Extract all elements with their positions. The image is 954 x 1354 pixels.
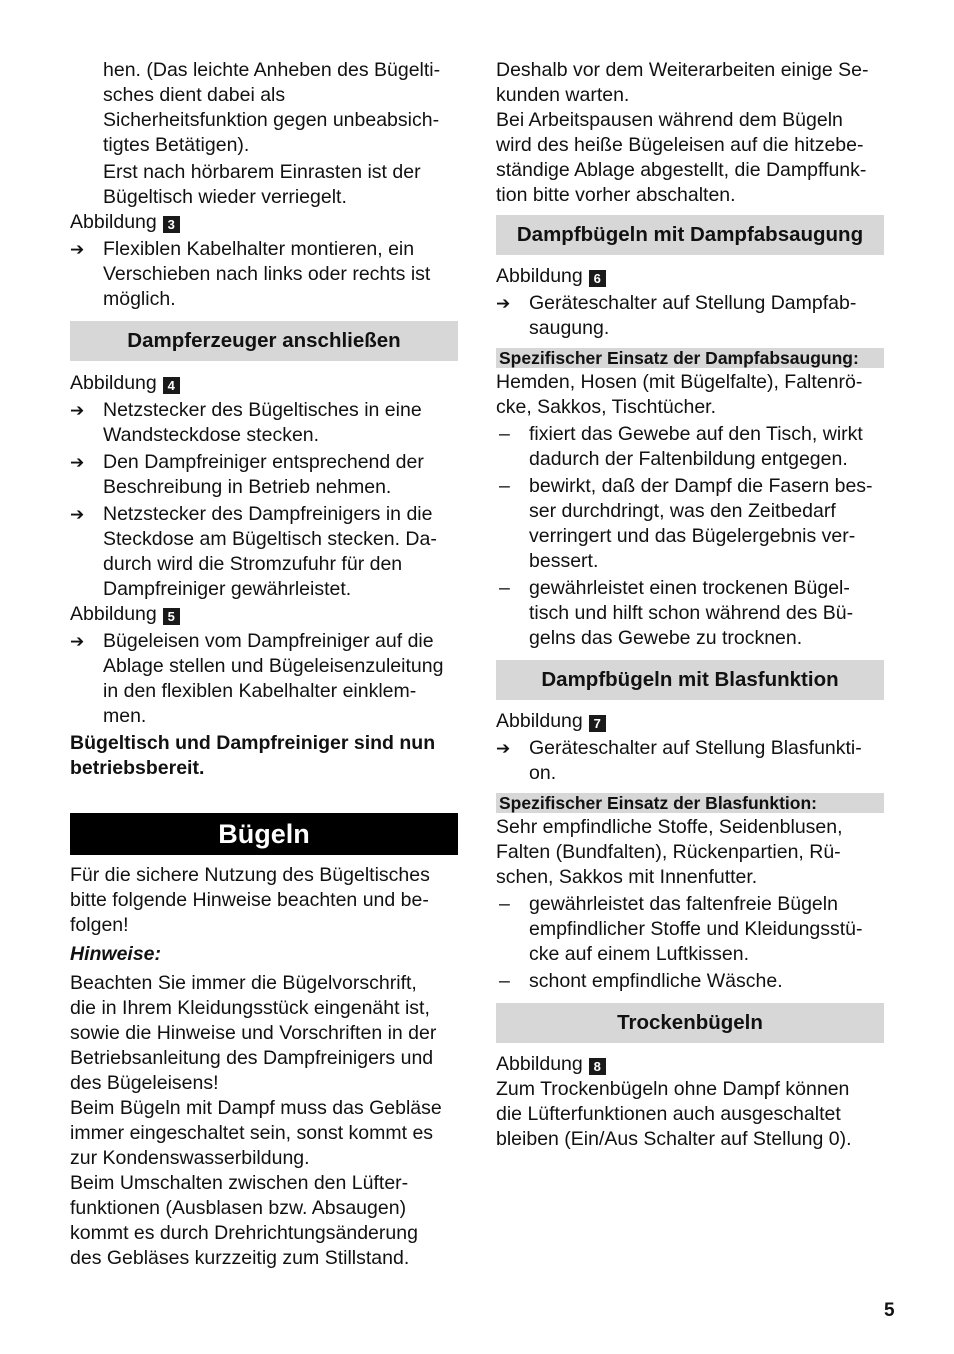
arrow-right-icon: ➔ [496, 739, 511, 758]
text-line: möglich. [103, 288, 176, 310]
text-line: kunden warten. [496, 84, 630, 106]
text-line: bleiben (Ein/Aus Schalter auf Stellung 0). [496, 1128, 852, 1150]
instruction-item [70, 502, 458, 602]
figure-reference: Abbildung 8 [496, 1052, 884, 1077]
figure-reference: Abbildung 3 [70, 210, 458, 235]
text-line: sowie die Hinweise und Vorschriften in der [70, 1022, 437, 1044]
section-heading: Dampfbügeln mit Blasfunktion [496, 660, 884, 700]
text-line: Geräteschalter auf Stellung Blasfunkti- [529, 737, 862, 759]
page-number: 5 [884, 1300, 895, 1321]
text-line: fixiert das Gewebe auf den Tisch, wirkt [529, 423, 863, 445]
dash-bullet: – [499, 423, 510, 445]
text-line: tisch und hilft schon während des Bü- [529, 602, 854, 624]
text-line: durch wird die Stromzufuhr für den [103, 553, 403, 575]
text-line: in den flexiblen Kabelhalter einklem- [103, 680, 417, 702]
figure-number-badge: 7 [589, 715, 606, 732]
section-heading: Trockenbügeln [496, 1003, 884, 1043]
text-line: Bei Arbeitspausen während dem Bügeln [496, 109, 843, 131]
text-line: zur Kondenswasserbildung. [70, 1147, 310, 1169]
text-line: des Gebläses kurzzeitig zum Stillstand. [70, 1247, 410, 1269]
text-line: ständige Ablage abgestellt, die Dampffunk- [496, 159, 867, 181]
dash-list-item [496, 474, 884, 574]
text-line: wird des heiße Bügeleisen auf die hitzebe- [496, 134, 864, 156]
figure-number-badge: 3 [163, 216, 180, 233]
figure-reference: Abbildung 5 [70, 602, 458, 627]
text-line: immer eingeschaltet sein, sonst kommt es [70, 1122, 434, 1144]
text-line: Zum Trockenbügeln ohne Dampf können [496, 1078, 850, 1100]
dash-list-item [496, 576, 884, 651]
text-line: Erst nach hörbarem Einrasten ist der [103, 161, 421, 183]
text-line: cke, Sakkos, Tischtücher. [496, 396, 717, 418]
text-line: gewährleistet einen trockenen Bügel- [529, 577, 850, 599]
instruction-item [496, 736, 884, 786]
usage-paragraph [496, 370, 884, 420]
dry-ironing-paragraph [496, 1077, 884, 1152]
text-line: Sicherheitsfunktion gegen unbeabsich- [103, 109, 440, 131]
text-line: Wandsteckdose stecken. [103, 424, 320, 446]
section-heading: Dampferzeuger anschließen [70, 321, 458, 361]
arrow-right-icon: ➔ [70, 505, 85, 524]
text-line: tion bitte vorher abschalten. [496, 184, 736, 206]
text-line: Steckdose am Bügeltisch stecken. Da- [103, 528, 437, 550]
text-line: Netzstecker des Dampfreinigers in die [103, 503, 433, 525]
text-line: Für die sichere Nutzung des Bügeltisches [70, 864, 430, 886]
text-line: dadurch der Faltenbildung entgegen. [529, 448, 848, 470]
instruction-item [70, 450, 458, 500]
arrow-right-icon: ➔ [70, 453, 85, 472]
section-heading: Dampfbügeln mit Dampfabsaugung [496, 215, 884, 255]
continued-text [496, 58, 884, 208]
text-line: des Bügeleisens! [70, 1072, 219, 1094]
text-line: Ablage stellen und Bügeleisenzuleitung [103, 655, 444, 677]
dash-list-item [496, 969, 884, 994]
text-line: empfindlicher Stoffe und Kleidungsstü- [529, 918, 863, 940]
ready-note [70, 731, 458, 781]
text-line: Bügeltisch und Dampfreiniger sind nun [70, 732, 436, 754]
text-line: saugung. [529, 317, 610, 339]
text-line: hen. (Das leichte Anheben des Bügelti- [103, 59, 441, 81]
dash-bullet: – [499, 475, 510, 497]
text-line: ser durchdringt, was den Zeitbedarf [529, 500, 836, 522]
arrow-right-icon: ➔ [496, 294, 511, 313]
text-line: Verschieben nach links oder rechts ist [103, 263, 431, 285]
continued-text [70, 58, 458, 210]
text-line: bessert. [529, 550, 599, 572]
text-line: Beschreibung in Betrieb nehmen. [103, 476, 392, 498]
instruction-item [496, 291, 884, 341]
text-line: Falten (Bundfalten), Rückenpartien, Rü- [496, 841, 841, 863]
text-line: Bügeltisch wieder verriegelt. [103, 186, 347, 208]
subsection-heading: Spezifischer Einsatz der Dampfabsaugung: [496, 348, 884, 368]
arrow-right-icon: ➔ [70, 632, 85, 651]
figure-number-badge: 5 [163, 608, 180, 625]
arrow-right-icon: ➔ [70, 401, 85, 420]
figure-reference: Abbildung 6 [496, 264, 884, 289]
text-line: Hemden, Hosen (mit Bügelfalte), Faltenrö- [496, 371, 863, 393]
text-line: Beim Umschalten zwischen den Lüfter- [70, 1172, 409, 1194]
text-line: Netzstecker des Bügeltisches in eine [103, 399, 422, 421]
text-line: tigtes Betätigen). [103, 134, 250, 156]
text-line: Geräteschalter auf Stellung Dampfab- [529, 292, 857, 314]
text-line: Flexiblen Kabelhalter montieren, ein [103, 238, 415, 260]
text-line: Betriebsanleitung des Dampfreinigers und [70, 1047, 434, 1069]
intro-paragraph [70, 863, 458, 938]
figure-number-badge: 8 [589, 1058, 606, 1075]
dash-bullet: – [499, 970, 510, 992]
chapter-title: Bügeln [70, 813, 458, 855]
arrow-right-icon: ➔ [70, 240, 85, 259]
figure-reference: Abbildung 7 [496, 709, 884, 734]
text-line: verringert und das Bügelergebnis ver- [529, 525, 856, 547]
instruction-item [70, 237, 458, 312]
text-line: sches dient dabei als [103, 84, 286, 106]
dash-list-item [496, 422, 884, 472]
right-column [496, 58, 884, 1152]
dash-bullet: – [499, 893, 510, 915]
text-line: Beachten Sie immer die Bügelvorschrift, [70, 972, 417, 994]
figure-number-badge: 6 [589, 270, 606, 287]
dash-bullet: – [499, 577, 510, 599]
text-line: betriebsbereit. [70, 757, 205, 779]
text-line: on. [529, 762, 557, 784]
usage-paragraph [496, 815, 884, 890]
text-line: schont empfindliche Wäsche. [529, 970, 783, 992]
notes-paragraph [70, 971, 458, 1271]
text-line: bitte folgende Hinweise beachten und be- [70, 889, 429, 911]
text-line: schen, Sakkos mit Innenfutter. [496, 866, 758, 888]
subsection-heading: Spezifischer Einsatz der Blasfunktion: [496, 793, 884, 813]
text-line: gewährleistet das faltenfreie Bügeln [529, 893, 838, 915]
text-line: Bügeleisen vom Dampfreiniger auf die [103, 630, 434, 652]
text-line: die in Ihrem Kleidungsstück eingenäht ist, [70, 997, 430, 1019]
instruction-item [70, 398, 458, 448]
text-line: cke auf einem Luftkissen. [529, 943, 750, 965]
text-line: bewirkt, daß der Dampf die Fasern bes- [529, 475, 873, 497]
instruction-item [70, 629, 458, 729]
text-line: Dampfreiniger gewährleistet. [103, 578, 352, 600]
dash-list-item [496, 892, 884, 967]
text-line: die Lüfterfunktionen auch ausgeschaltet [496, 1103, 841, 1125]
text-line: Beim Bügeln mit Dampf muss das Gebläse [70, 1097, 442, 1119]
text-line: men. [103, 705, 147, 727]
text-line: funktionen (Ausblasen bzw. Absaugen) [70, 1197, 407, 1219]
text-line: folgen! [70, 914, 129, 936]
figure-number-badge: 4 [163, 377, 180, 394]
figure-reference: Abbildung 4 [70, 371, 458, 396]
left-column [70, 58, 458, 1271]
text-line: Den Dampfreiniger entsprechend der [103, 451, 424, 473]
text-line: kommt es durch Drehrichtungsänderung [70, 1222, 418, 1244]
text-line: gelns das Gewebe zu trocknen. [529, 627, 803, 649]
text-line: Deshalb vor dem Weiterarbeiten einige Se- [496, 59, 869, 81]
notes-heading: Hinweise: [70, 943, 162, 965]
text-line: Sehr empfindliche Stoffe, Seidenblusen, [496, 816, 843, 838]
